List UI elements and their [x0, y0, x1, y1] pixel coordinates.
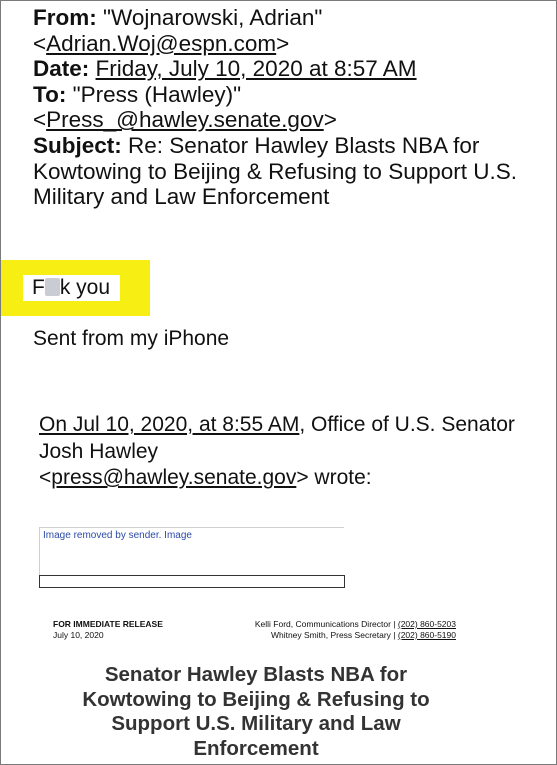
- contact-kelli-ford: [221, 619, 456, 630]
- date-line: [33, 56, 548, 82]
- contact1-sep: |: [390, 619, 398, 629]
- subject-line: [33, 133, 548, 210]
- quoted-attribution: [39, 412, 529, 492]
- to-name: "Press (Hawley)": [72, 81, 242, 107]
- image-placeholder-text: Image removed by sender. Image: [43, 530, 192, 541]
- signature: Sent from my iPhone: [33, 327, 230, 350]
- to-line: [33, 82, 548, 133]
- release-date: July 10, 2020: [53, 630, 104, 640]
- removed-image-placeholder: [39, 527, 344, 575]
- from-email-open: <: [33, 30, 47, 56]
- contact2-name: Whitney Smith, Press Secretary: [270, 630, 391, 640]
- subject-label: Subject:: [33, 132, 122, 158]
- reply-message: [23, 275, 120, 301]
- contact-whitney-smith: [221, 630, 456, 641]
- press-release-title: Senator Hawley Blasts NBA for Kowtowing to Beijing & Refusing to Support U.S. Military and Law Enforcement: [82, 663, 430, 760]
- from-name: "Wojnarowski, Adrian": [103, 5, 323, 30]
- reply-rest: k you: [59, 276, 111, 299]
- from-email-link[interactable]: Adrian.Woj@espn.com: [46, 30, 277, 56]
- to-email-open: <: [33, 107, 47, 133]
- subject-value: Re: Senator Hawley Blasts NBA for Kowtowing to Beijing & Refusing to Support U.S. Military and Law Enforcement: [33, 132, 518, 210]
- from-email-close: >: [276, 30, 290, 56]
- quoted-wrote: > wrote:: [296, 466, 372, 489]
- release-info: [53, 619, 163, 641]
- quoted-email-link[interactable]: press@hawley.senate.gov: [51, 466, 297, 489]
- email-header: [33, 5, 548, 210]
- image-frame-bar: [39, 575, 345, 588]
- contact1-name: Kelli Ford, Communications Director: [254, 619, 391, 629]
- contact2-sep: |: [390, 630, 398, 640]
- date-label: Date:: [33, 56, 90, 82]
- contact1-phone-link[interactable]: (202) 860-5203: [397, 619, 456, 629]
- quoted-sender-name: , Office of U.S. Senator Josh Hawley: [39, 413, 515, 463]
- quoted-email-open: <: [39, 466, 52, 489]
- censor-blur: [45, 278, 60, 296]
- from-line: [33, 5, 548, 56]
- from-label: From:: [33, 5, 97, 30]
- release-label: FOR IMMEDIATE RELEASE: [53, 619, 163, 629]
- to-label: To:: [33, 81, 67, 107]
- reply-first-letter: F: [32, 276, 45, 299]
- press-contacts: [221, 619, 456, 641]
- quoted-date-link[interactable]: On Jul 10, 2020, at 8:55 AM: [39, 413, 300, 436]
- to-email-link[interactable]: Press_@hawley.senate.gov: [46, 107, 324, 133]
- contact2-phone-link[interactable]: (202) 860-5190: [397, 630, 456, 640]
- date-value-link[interactable]: Friday, July 10, 2020 at 8:57 AM: [95, 56, 417, 82]
- to-email-close: >: [323, 107, 337, 133]
